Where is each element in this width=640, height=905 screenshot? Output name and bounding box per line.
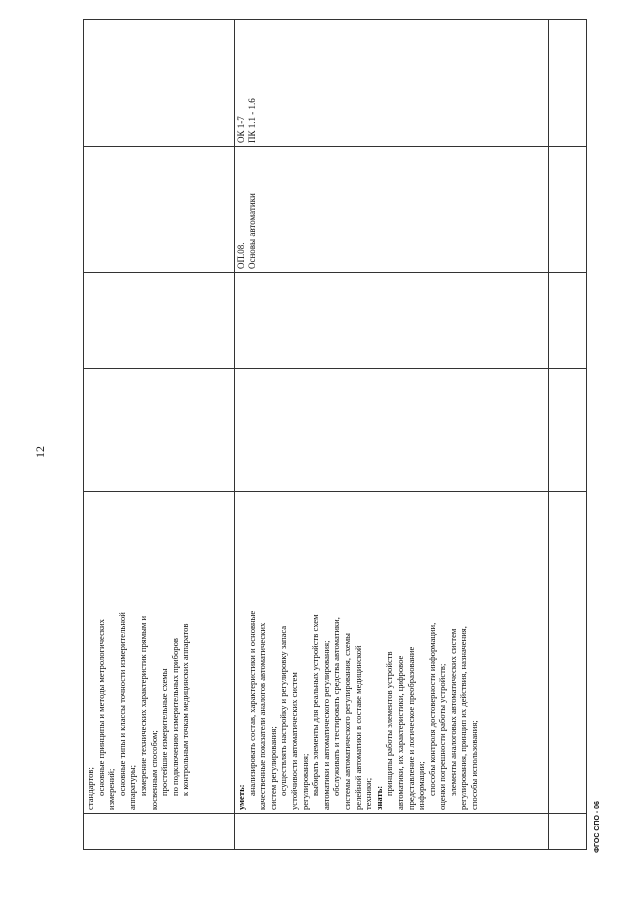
table-cell-index [235,814,549,850]
skills-line: качественные показатели аналогов автоматических [257,622,268,810]
table-cell-hours-max [84,369,235,492]
skills-heading-znat: знать: [373,785,384,810]
table-cell-skills [84,492,235,814]
table-row [235,20,549,850]
table-cell-discipline [84,147,235,273]
discipline-code: ОП.08. [236,242,246,269]
skills-line: автоматики и автоматического регулирования; [320,640,331,810]
skills-line: выбирать элементы для реальных устройств схем [310,614,321,796]
rotated-table-frame [83,20,586,850]
skills-line: представление и логическое преобразование [405,646,416,810]
skills-line: элементы аналоговых автоматических систем [447,628,458,796]
table-cell-discipline [549,147,587,273]
skills-list [236,495,480,810]
discipline-name: Основы автоматики [247,193,257,269]
skills-line: автоматики, их характеристики, цифровое [394,655,405,810]
skills-line: по подключению измерительных приборов [169,638,180,796]
skills-line: техники; [363,777,374,810]
skills-line: регулирования, принцип их действия, назначения, [458,626,469,810]
skills-line: устойчивости автоматических систем [288,672,299,810]
table-cell-hours-required [549,273,587,369]
skills-line: стандартов; [85,767,95,810]
table-cell-hours-max [549,369,587,492]
competency-table [83,19,587,850]
landscape-content [83,20,586,850]
skills-line: информации; [416,761,427,810]
table-cell-index [84,814,235,850]
skills-line: обслуживать и тестировать средства автоматики, [331,617,342,796]
table-cell-skills [235,492,549,814]
table-cell-hours-required [235,273,549,369]
skills-line: способы использования; [469,720,480,810]
skills-line: анализировать состав, характеристики и основные [246,610,257,796]
skills-line: аппаратуры; [127,765,138,810]
table-cell-index [549,814,587,850]
table-cell-competencies [84,20,235,147]
skills-line: основные принципы и методы метрологических [95,619,106,796]
table-row [549,20,587,850]
page-number: 12 [33,446,47,458]
skills-line: регулирования; [299,753,310,810]
skills-line: к контрольным точкам медицинских аппаратов [180,623,191,796]
footer-standard-code: ФГОС СПО - 06 [594,801,601,853]
table-cell-hours-required [84,273,235,369]
competency-codes-pk: ПК 1.1 - 1.6 [247,98,257,143]
skills-line: систем регулирования; [267,726,278,810]
skills-line: измерение технических характеристик прямым и [137,615,148,796]
table-cell-discipline [235,147,549,273]
skills-line: осуществлять настройку и регулировку запаса [278,625,289,796]
skills-heading-umet: уметь: [236,784,246,810]
table-row [84,20,235,850]
skills-line: измерений; [106,768,117,810]
skills-line: косвенным способом; [148,730,159,810]
skills-line: простейшие измерительные схемы [159,668,170,796]
skills-line: способы контроля достоверности информации, [426,622,437,796]
skills-line: принципы работы элементов устройств [384,651,395,796]
table-cell-competencies [235,20,549,147]
competency-codes-ok: ОК 1-7 [236,116,246,143]
skills-list [85,495,191,810]
table-cell-skills [549,492,587,814]
table-cell-competencies [549,20,587,147]
skills-line: релейной автоматики в составе медицинской [352,645,363,810]
skills-line: основные типы и классы точности измерительной [116,612,127,796]
skills-line: оценки погрешности работы устройств; [437,663,448,810]
table-cell-hours-max [235,369,549,492]
skills-line: системы автоматического регулирования, схемы [341,633,352,810]
